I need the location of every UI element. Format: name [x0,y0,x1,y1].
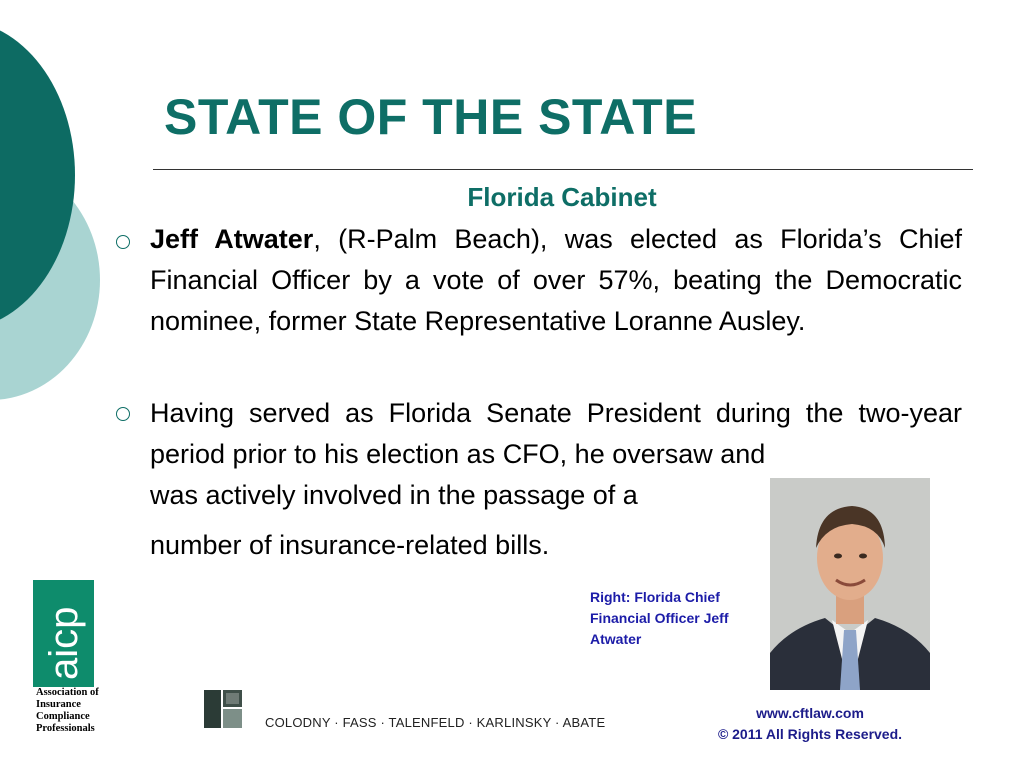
footer-url[interactable]: www.cftlaw.com [756,705,864,721]
footer-copyright: © 2011 All Rights Reserved. [717,726,903,742]
slide-subtitle: Florida Cabinet [467,182,657,212]
photo-caption: Right: Florida Chief Financial Officer Jeff Atwater [590,589,729,647]
bullet-circle-icon [116,235,130,249]
portrait-illustration [770,478,930,690]
bullet-text-last: number of insurance-related bills. [150,530,550,560]
aicp-logo-mark [33,580,94,687]
slide-title: STATE OF THE STATE [164,89,698,145]
bullet-text: Having served as Florida Senate President during the two-year period prior to his election as CFO, he oversaw and [150,398,962,469]
bullet-text: , (R-Palm Beach), was elected as Florida’s Chief Financial Officer by a vote of over 57%, beating the Democratic nominee, former State Representative Loranne Ausley. [150,224,962,336]
bullet-circle-icon [116,407,130,421]
portrait-photo [770,478,930,690]
aicp-logo [33,580,94,687]
aicp-logo-text: aicp [42,606,86,680]
title-divider [153,169,973,170]
aicp-organization-name: Association of Insurance Compliance Professionals [36,687,99,734]
bullet-paragraph [150,219,962,342]
law-firm-name: COLODNY · FASS · TALENFELD · KARLINSKY · ABATE [265,715,606,730]
law-firm-logo-icon [204,690,242,728]
bullet-text-partial: was actively involved in the passage of a [150,480,638,510]
bullet-name: Jeff Atwater [150,224,314,254]
